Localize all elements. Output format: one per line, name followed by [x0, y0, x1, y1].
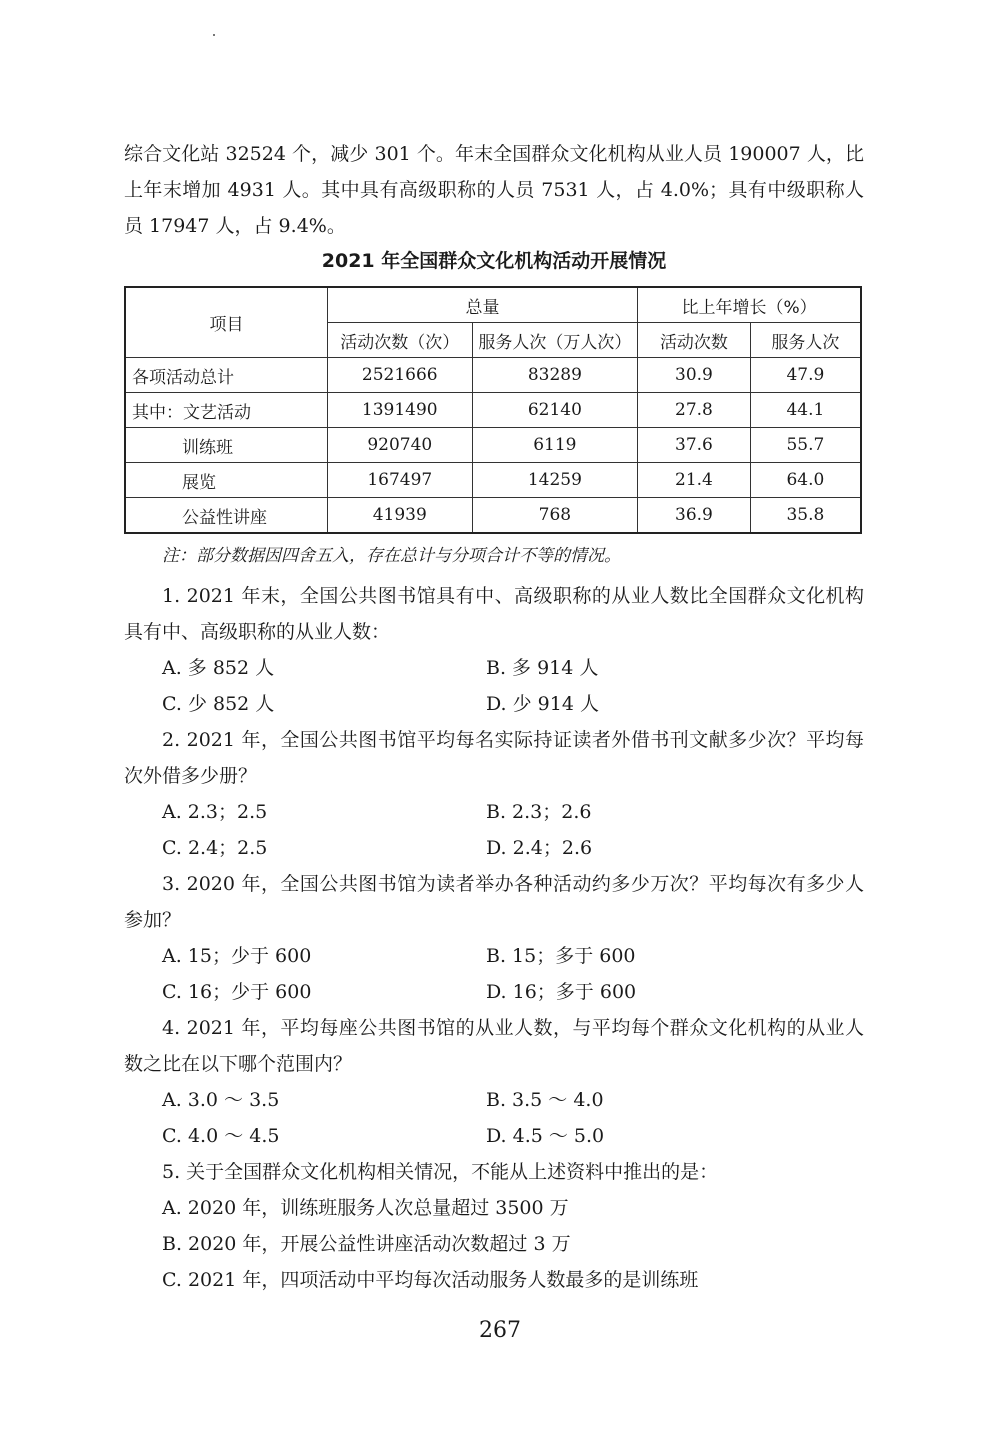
cell: 55.7	[750, 428, 861, 463]
page-number: 267	[479, 1318, 521, 1343]
cell: 36.9	[638, 498, 751, 534]
question-text: 3. 2020 年，全国公共图书馆为读者举办各种活动约多少万次？平均每次有多少人参加？	[124, 873, 864, 931]
cell: 37.6	[638, 428, 751, 463]
header-total: 总量	[327, 287, 637, 323]
header-service-count: 服务人次（万人次）	[472, 323, 638, 358]
table-row	[125, 393, 861, 428]
cell: 920740	[327, 428, 472, 463]
cell: 768	[472, 498, 638, 534]
option-d: D. 4.5 ～ 5.0	[486, 1125, 605, 1147]
row-label: 展览	[125, 463, 327, 498]
question-3	[124, 866, 864, 1010]
row-label: 其中：文艺活动	[125, 393, 327, 428]
cell: 83289	[472, 358, 638, 393]
option-c: C. 16；少于 600	[162, 981, 312, 1003]
option-b: B. 15；多于 600	[486, 945, 636, 967]
question-text: 1. 2021 年末，全国公共图书馆具有中、高级职称的从业人数比全国群众文化机构具有中、高级职称的从业人数：	[124, 585, 864, 643]
cell: 167497	[327, 463, 472, 498]
cell: 21.4	[638, 463, 751, 498]
question-4	[124, 1010, 864, 1154]
question-5	[124, 1154, 864, 1298]
activity-table	[124, 286, 862, 534]
option-a: A. 3.0 ～ 3.5	[162, 1089, 280, 1111]
header-growth: 比上年增长（%）	[638, 287, 861, 323]
cell: 64.0	[750, 463, 861, 498]
cell: 41939	[327, 498, 472, 534]
scan-speck	[213, 34, 215, 36]
option-c: C. 2.4；2.5	[162, 837, 268, 859]
option-d: D. 2.4；2.6	[486, 837, 593, 859]
option-b: B. 2.3；2.6	[486, 801, 592, 823]
option-c: C. 2021 年，四项活动中平均每次活动服务人数最多的是训练班	[162, 1269, 699, 1291]
header-item: 项目	[125, 287, 327, 358]
cell: 2521666	[327, 358, 472, 393]
option-a: A. 2.3；2.5	[162, 801, 268, 823]
header-activity-count: 活动次数（次）	[327, 323, 472, 358]
row-label: 训练班	[125, 428, 327, 463]
intro-paragraph: 综合文化站 32524 个，减少 301 个。年末全国群众文化机构从业人员 190007 人，比上年末增加 4931 人。其中具有高级职称的人员 7531 人，占 4.0%；具有中级职称人员 17947 人，占 9.4%。	[124, 143, 864, 237]
cell: 1391490	[327, 393, 472, 428]
option-b: B. 2020 年，开展公益性讲座活动次数超过 3 万	[162, 1233, 571, 1255]
cell: 27.8	[638, 393, 751, 428]
question-text: 4. 2021 年，平均每座公共图书馆的从业人数，与平均每个群众文化机构的从业人数之比在以下哪个范围内？	[124, 1017, 864, 1075]
option-b: B. 多 914 人	[486, 657, 599, 679]
table-caption: 2021 年全国群众文化机构活动开展情况	[321, 250, 667, 272]
option-c: C. 少 852 人	[162, 693, 275, 715]
option-b: B. 3.5 ～ 4.0	[486, 1089, 604, 1111]
cell: 6119	[472, 428, 638, 463]
option-a: A. 2020 年，训练班服务人次总量超过 3500 万	[162, 1197, 569, 1219]
cell: 47.9	[750, 358, 861, 393]
question-text: 5. 关于全国群众文化机构相关情况，不能从上述资料中推出的是：	[162, 1161, 719, 1183]
option-d: D. 16；多于 600	[486, 981, 637, 1003]
cell: 14259	[472, 463, 638, 498]
table-note: 注：部分数据因四舍五入，存在总计与分项合计不等的情况。	[162, 546, 621, 566]
row-label: 公益性讲座	[125, 498, 327, 534]
cell: 62140	[472, 393, 638, 428]
cell: 35.8	[750, 498, 861, 534]
option-a: A. 15；少于 600	[162, 945, 312, 967]
table-row	[125, 358, 861, 393]
row-label: 各项活动总计	[125, 358, 327, 393]
question-list	[124, 578, 864, 1298]
header-activity-growth: 活动次数	[638, 323, 751, 358]
question-text: 2. 2021 年，全国公共图书馆平均每名实际持证读者外借书刊文献多少次？平均每次外借多少册？	[124, 729, 864, 787]
header-service-growth: 服务人次	[750, 323, 861, 358]
option-c: C. 4.0 ～ 4.5	[162, 1125, 280, 1147]
table-row	[125, 498, 861, 534]
table-row	[125, 428, 861, 463]
question-2	[124, 722, 864, 866]
cell: 30.9	[638, 358, 751, 393]
cell: 44.1	[750, 393, 861, 428]
option-d: D. 少 914 人	[486, 693, 599, 715]
option-a: A. 多 852 人	[162, 657, 275, 679]
question-1	[124, 578, 864, 722]
table-row	[125, 463, 861, 498]
